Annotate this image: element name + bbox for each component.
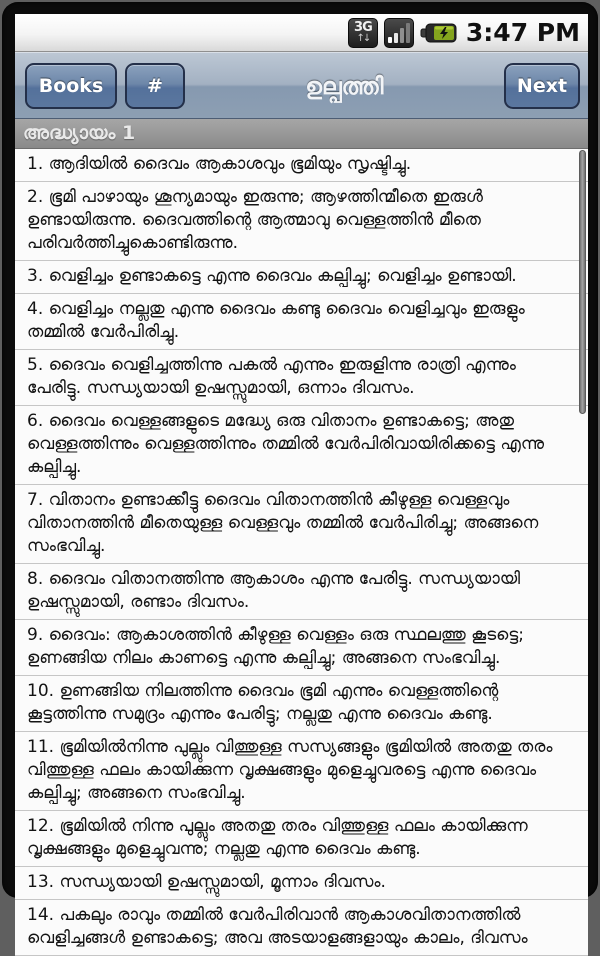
phone-bezel: [2, 2, 598, 948]
verse-text: 12. ഭൂമിയിൽ നിന്നു പുല്ലും അതതു തരം വിത്തുള്ള ഫലം കായിക്കുന്ന വൃക്ഷങ്ങളും മുളെച്ചുവന്നു; നല്ലതു എന്നു ദൈവം കണ്ടു.: [27, 816, 528, 859]
chapter-header: അദ്ധ്യായം 1: [15, 119, 588, 149]
verse-row[interactable]: [15, 564, 588, 620]
status-clock: 3:47 PM: [465, 18, 580, 47]
verse-text: 3. വെളിച്ചം ഉണ്ടാകട്ടെ എന്നു ദൈവം കല്പിച്ചു; വെളിച്ചം ഉണ്ടായി.: [27, 266, 517, 286]
verse-text: 1. ആദിയിൽ ദൈവം ആകാശവും ഭൂമിയും സൃഷ്ടിച്ചു.: [27, 154, 412, 174]
3g-label: 3G: [354, 20, 372, 35]
verse-text: 8. ദൈവം വിതാനത്തിന്നു ആകാശം എന്നു പേരിട്ടു. സന്ധ്യയായി ഉഷസ്സുമായി, രണ്ടാം ദിവസം.: [27, 569, 521, 612]
verse-text: 11. ഭൂമിയിൽനിന്നു പുല്ലും വിത്തുള്ള സസ്യങ്ങളും ഭൂമിയിൽ അതതു തരം വിത്തുള്ള ഫലം കായിക്കുന്ന വൃക്ഷങ്ങളും മുളെച്ചുവരട്ടെ എന്നു ദൈവം കല്പിച്ചു; അങ്ങനെ സംഭവിച്ചു.: [27, 737, 553, 803]
verse-row[interactable]: [15, 350, 588, 406]
scrollbar[interactable]: [579, 150, 586, 414]
verse-text: 7. വിതാനം ഉണ്ടാക്കീട്ടു ദൈവം വിതാനത്തിൻ കീഴുള്ള വെള്ളവും വിതാനത്തിൻ മീതെയുള്ള വെള്ളവും തമ്മിൽ വേർപിരിച്ചു; അങ്ങനെ സംഭവിച്ചു.: [27, 490, 539, 556]
app-screen: [15, 14, 588, 948]
verse-row[interactable]: [15, 867, 588, 900]
3g-updown-arrows: ↑↓: [356, 33, 370, 44]
verse-row[interactable]: [15, 620, 588, 676]
verse-text: 4. വെളിച്ചം നല്ലതു എന്നു ദൈവം കണ്ടു ദൈവം വെളിച്ചവും ഇരുളും തമ്മിൽ വേർപിരിച്ചു.: [27, 299, 525, 342]
verse-row[interactable]: [15, 732, 588, 811]
signal-strength-icon: [384, 18, 414, 48]
verse-text: 10. ഉണങ്ങിയ നിലത്തിന്നു ദൈവം ഭൂമി എന്നും വെള്ളത്തിന്റെ കൂട്ടത്തിന്നു സമുദ്രം എന്നും പേരിട്ടു; നല്ലതു എന്നു ദൈവം കണ്ടു.: [27, 681, 499, 724]
verse-row[interactable]: [15, 149, 588, 182]
chapter-number-button[interactable]: #: [125, 63, 185, 109]
verse-text: 9. ദൈവം: ആകാശത്തിൻ കീഴുള്ള വെള്ളം ഒരു സ്ഥലത്തു കൂടട്ടെ; ഉണങ്ങിയ നിലം കാണട്ടെ എന്നു കല്പിച്ചു; അങ്ങനെ സംഭവിച്ചു.: [27, 625, 524, 668]
page-title: ഉല്പത്തി: [305, 73, 384, 100]
verse-row[interactable]: [15, 294, 588, 350]
verse-row[interactable]: [15, 261, 588, 294]
3g-network-icon: [348, 18, 378, 48]
battery-charging-icon: [420, 21, 458, 45]
books-button[interactable]: Books: [25, 63, 117, 109]
verse-row[interactable]: [15, 182, 588, 261]
verse-text: 13. സന്ധ്യയായി ഉഷസ്സുമായി, മൂന്നാം ദിവസം.: [27, 872, 386, 892]
toolbar: [15, 52, 588, 119]
next-button[interactable]: Next: [504, 63, 580, 109]
verse-row[interactable]: [15, 900, 588, 956]
verse-row[interactable]: [15, 811, 588, 867]
verse-list[interactable]: [15, 149, 588, 948]
verse-text: 6. ദൈവം വെള്ളങ്ങളുടെ മദ്ധ്യേ ഒരു വിതാനം ഉണ്ടാകട്ടെ; അതു വെള്ളത്തിന്നും വെള്ളത്തിന്നും തമ്മിൽ വേർപിരിവായിരിക്കട്ടെ എന്നു കല്പിച്ചു.: [27, 411, 544, 477]
verse-row[interactable]: [15, 676, 588, 732]
verse-text: 5. ദൈവം വെളിച്ചത്തിന്നു പകൽ എന്നും ഇരുളിന്നു രാത്രി എന്നും പേരിട്ടു. സന്ധ്യയായി ഉഷസ്സുമായി, ഒന്നാം ദിവസം.: [27, 355, 516, 398]
status-bar: [15, 14, 588, 52]
verse-text: 14. പകലും രാവും തമ്മിൽ വേർപിരിവാൻ ആകാശവിതാനത്തിൽ വെളിച്ചങ്ങൾ ഉണ്ടാകട്ടെ; അവ അടയാളങ്ങളായും കാലം, ദിവസം: [27, 905, 528, 948]
verse-row[interactable]: [15, 485, 588, 564]
verse-row[interactable]: [15, 406, 588, 485]
verse-text: 2. ഭൂമി പാഴായും ശൂന്യമായും ഇരുന്നു; ആഴത്തിന്മീതെ ഇരുൾ ഉണ്ടായിരുന്നു. ദൈവത്തിന്റെ ആത്മാവു വെള്ളത്തിൻ മീതെ പരിവർത്തിച്ചുകൊണ്ടിരുന്നു.: [27, 187, 483, 253]
